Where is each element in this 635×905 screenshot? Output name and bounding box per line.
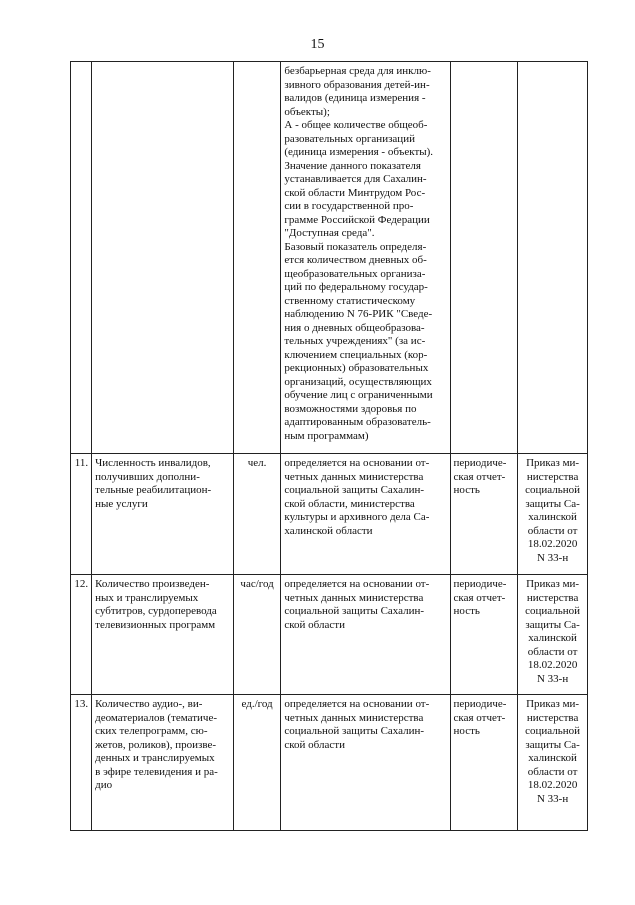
source-document: Приказ ми- нистерства социальной защиты Са- халинской области от 18.02.2020 N 33-н <box>518 695 588 831</box>
row-number: 11. <box>71 454 92 575</box>
calculation-method: определяется на основании от- четных данных министерства социальной защиты Сахалин- ской области, министерства культуры и архивного дела Са- халинской области <box>281 454 450 575</box>
row-number: 12. <box>71 575 92 695</box>
table-row <box>71 575 588 695</box>
unit: чел. <box>233 454 281 575</box>
periodicity: периодиче- ская отчет- ность <box>450 695 518 831</box>
page-number: 15 <box>310 37 325 52</box>
table-row <box>71 62 588 454</box>
source-document: Приказ ми- нистерства социальной защиты Са- халинской области от 18.02.2020 N 33-н <box>518 454 588 575</box>
unit: ед./год <box>233 695 281 831</box>
table-row <box>71 454 588 575</box>
periodicity: периодиче- ская отчет- ность <box>450 575 518 695</box>
source-document: Приказ ми- нистерства социальной защиты Са- халинской области от 18.02.2020 N 33-н <box>518 575 588 695</box>
indicator-name <box>92 62 234 454</box>
periodicity <box>450 62 518 454</box>
calculation-method: определяется на основании от- четных данных министерства социальной защиты Сахалин- ской области <box>281 695 450 831</box>
periodicity: периодиче- ская отчет- ность <box>450 454 518 575</box>
indicator-name: Численность инвалидов, получивших дополни- тельные реабилитацион- ные услуги <box>92 454 234 575</box>
unit: час/год <box>233 575 281 695</box>
row-number: 13. <box>71 695 92 831</box>
indicators-table <box>70 61 588 831</box>
calculation-method: определяется на основании от- четных данных министерства социальной защиты Сахалин- ской области <box>281 575 450 695</box>
table-row <box>71 695 588 831</box>
row-number <box>71 62 92 454</box>
indicator-name: Количество аудио-, ви- деоматериалов (тематиче- ских телепрограмм, сю- жетов, роликов), произве- денных и транслируемых в эфире телевидения и ра- дио <box>92 695 234 831</box>
calculation-method: безбарьерная среда для инклю- зивного образования детей-ин- валидов (единица измерения - объекты); А - общее количестве общеоб- разовательных организаций (единица измерения - объекты). Значение данного показателя устанавливается для Сахалин- ской области Минтрудом Рос- сии в государственной про- грамме Российской Федерации "Доступная среда". Базовый показатель определя- ется количеством дневных об- щеобразовательных организа- ций по федеральному государ- ственному статистическому наблюдению N 76-РИК "Сведе- ния о дневных общеобразова- тельных учреждениях" (за ис- ключением специальных (кор- рекционных) образовательных организаций, осуществляющих обучение лиц с ограниченными возможностями здоровья по адаптированным образователь- ным программам) <box>281 62 450 454</box>
indicator-name: Количество произведен- ных и транслируемых субтитров, сурдоперевода телевизионных программ <box>92 575 234 695</box>
source-document <box>518 62 588 454</box>
unit <box>233 62 281 454</box>
